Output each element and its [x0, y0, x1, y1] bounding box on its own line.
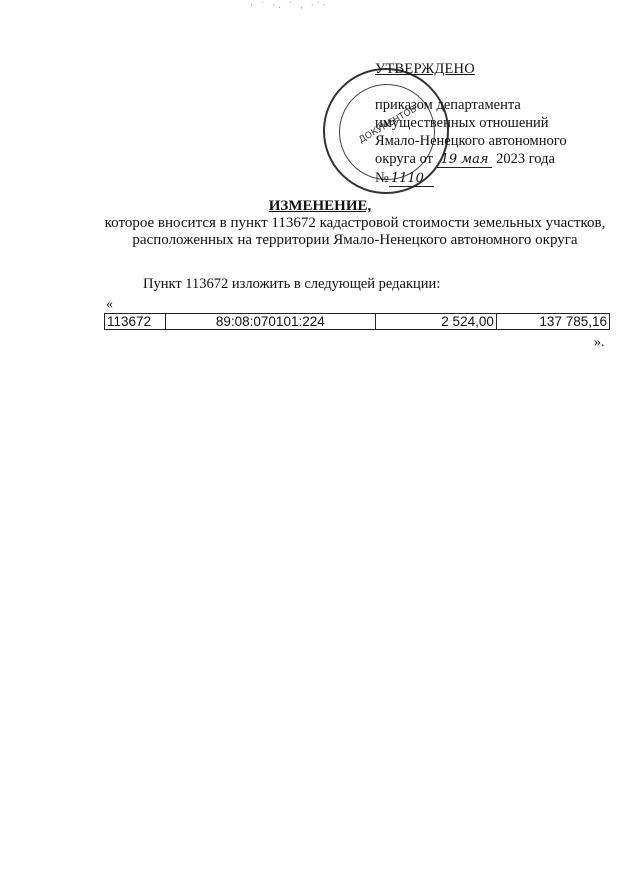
- cadastral-table: [104, 313, 610, 330]
- table-cell-cadastral-number: 89:08:070101:224: [165, 314, 375, 330]
- approval-line-3: Ямало-Ненецкого автономного: [375, 133, 567, 149]
- approval-line-1: приказом департамента: [375, 97, 521, 113]
- heading-line-1: которое вносится в пункт 113672 кадастровой стоимости земельных участков,: [104, 215, 606, 231]
- handwritten-number: 1110: [389, 171, 434, 187]
- scan-noise: · ˙ ·. ˙ , ·˙·: [250, 0, 329, 10]
- seal-center-text: ДОКУМЕНТОВ: [357, 104, 419, 146]
- handwritten-date: 19 мая: [437, 152, 493, 168]
- approval-title: УТВЕРЖДЕНО: [375, 61, 475, 77]
- table-cell-area: 2 524,00: [375, 314, 496, 330]
- approval-line-2: имущественных отношений: [375, 115, 549, 131]
- table-cell-item: 113672: [105, 314, 166, 330]
- approval-block: [375, 60, 567, 188]
- date-suffix: 2023 года: [496, 151, 555, 167]
- document-heading: [0, 198, 640, 249]
- heading-line-2: расположенных на территории Ямало-Ненецкого автономного округа: [132, 232, 578, 248]
- table-cell-value: 137 785,16: [496, 314, 609, 330]
- open-quote: «: [106, 297, 113, 312]
- close-quote: ».: [594, 335, 605, 350]
- number-prefix: №: [375, 170, 389, 186]
- approval-number-row: [375, 169, 567, 188]
- date-prefix: округа от: [375, 151, 434, 167]
- heading-title: ИЗМЕНЕНИЕ,: [268, 198, 372, 214]
- table-row: [105, 314, 610, 330]
- body-paragraph: Пункт 113672 изложить в следующей редакции:: [143, 276, 441, 292]
- approval-date-row: [375, 150, 567, 169]
